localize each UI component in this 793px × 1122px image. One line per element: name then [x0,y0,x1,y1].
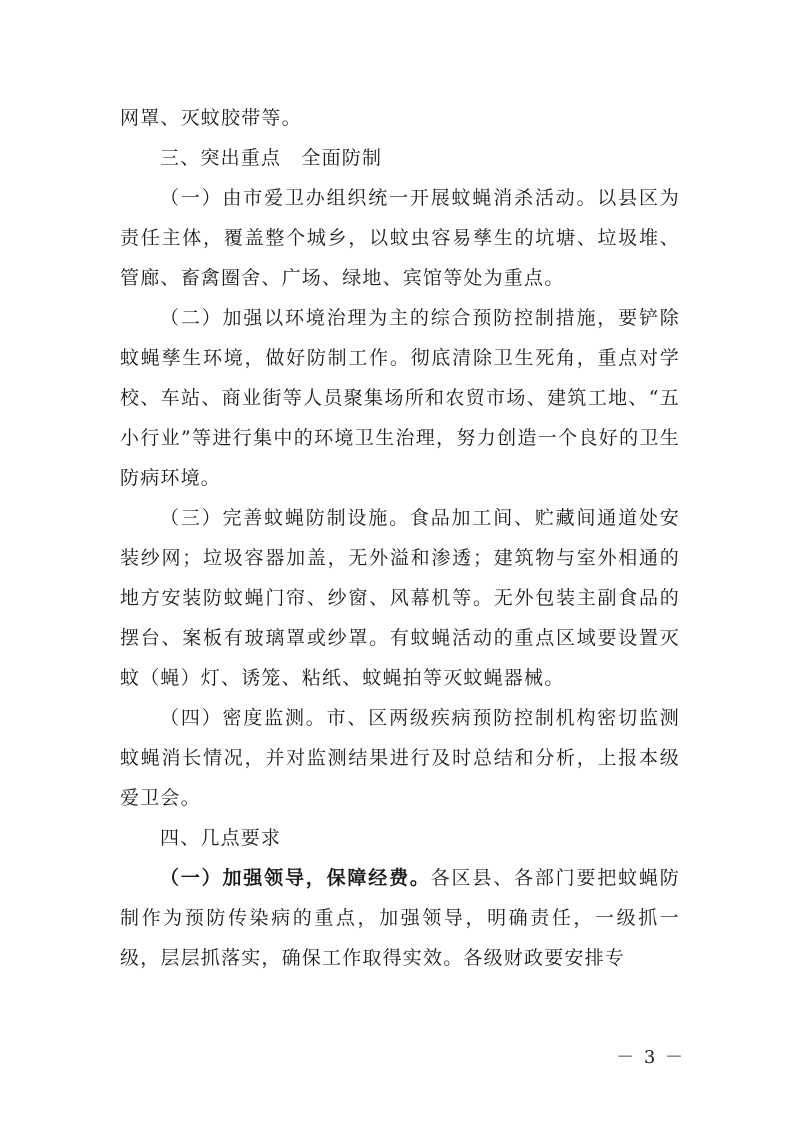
paragraph-3-1: （一）由市爱卫办组织统一开展蚊蝇消杀活动。以县区为责任主体，覆盖整个城乡，以蚊虫容易孳生的坑塘、垃圾堆、管廊、畜禽圈舍、广场、绿地、宾馆等处为重点。 [120,187,680,289]
document-body [120,98,680,978]
paragraph-4-1 [120,858,680,978]
continuation-paragraph: 网罩、灭蚊胶带等。 [120,107,302,129]
page-number: － 3 － [616,1047,685,1068]
section-heading-3: 三、突出重点 全面防制 [160,147,383,169]
paragraph-4-1-lead: （一）加强领导，保障经费。 [160,867,431,889]
paragraph-3-3: （三）完善蚊蝇防制设施。食品加工间、贮藏间通道处安装纱网；垃圾容器加盖，无外溢和渗透；建筑物与室外相通的地方安装防蚊蝇门帘、纱窗、风幕机等。无外包装主副食品的摆台、案板有玻璃罩或纱罩。有蚊蝇活动的重点区域要设置灭蚊（蝇）灯、诱笼、粘纸、蚊蝇拍等灭蚊蝇器械。 [120,507,680,689]
paragraph-4-1-text: 各区县、各部门要把蚊蝇防制作为预防传染病的重点，加强领导，明确责任，一级抓一级，层层抓落实，确保工作取得实效。各级财政要安排专 [120,867,680,969]
section-heading-4: 四、几点要求 [160,827,282,849]
paragraph-3-4: （四）密度监测。市、区两级疾病预防控制机构密切监测蚊蝇消长情况，并对监测结果进行及时总结和分析，上报本级爱卫会。 [120,707,680,809]
paragraph-3-2: （二）加强以环境治理为主的综合预防控制措施，要铲除蚊蝇孳生环境，做好防制工作。彻底清除卫生死角，重点对学校、车站、商业街等人员聚集场所和农贸市场、建筑工地、“五小行业”等进行集中的环境卫生治理，努力创造一个良好的卫生防病环境。 [120,307,680,489]
